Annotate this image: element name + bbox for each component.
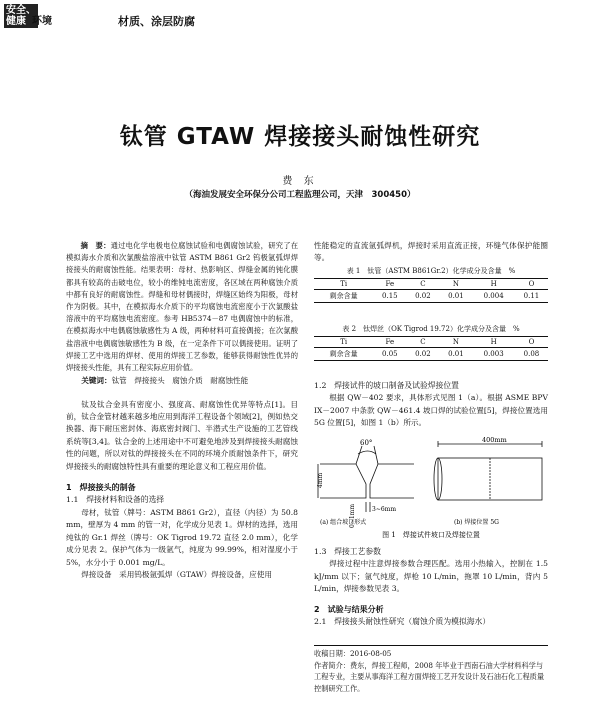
table-2-corner: Ti — [340, 338, 348, 346]
left-column — [66, 240, 298, 581]
section-2-heading: 2 试验与结果分析 — [314, 604, 384, 614]
subfigure-b-caption: (b) 焊接位置 5G — [454, 519, 499, 526]
table-1-caption: 表 1 钛管（ASTM B861Gr.2）化学成分及含量 % — [346, 267, 516, 275]
table-2-cell: 0.05 — [382, 350, 398, 358]
logo-line-1: 安全、 — [6, 5, 36, 16]
table-2-row-label: 剩余含量 — [329, 350, 358, 358]
figure-1 — [314, 436, 548, 540]
table-2-cell: 0.02 — [415, 350, 431, 358]
intro-paragraph: 钛及钛合金具有密度小、强度高、耐腐蚀性优异等特点[1]。目前，钛合金管材越来越多地应用到海洋工程设备个领域[2]，例如热交换器、海下耐压密封体、海底密封阀门、半潜式生产设施的工艺管线系统等[3,4]。钛合金的上述用途中不可避免地涉及到焊接接头耐腐蚀性的问题，所以对钛的焊接接头在不同的环境介质耐蚀条件下，研究焊接接头的耐腐蚀特性具有重要的理论意义和工程应用价值。 — [66, 399, 298, 471]
figure-1-drawing — [314, 436, 548, 540]
table-1-cell: 0.02 — [415, 292, 431, 300]
author: 费 东 — [282, 176, 318, 187]
section-2-1-heading: 2.1 焊接接头耐蚀性研究（腐蚀介质为模拟海水） — [314, 617, 491, 627]
section-1-heading: 1 焊接接头的制备 — [66, 483, 136, 493]
root-face-label: 0~1mm — [349, 503, 356, 528]
section-1-2 — [314, 380, 548, 430]
thickness-label: 4mm — [317, 472, 324, 488]
table-1-cell: 0.01 — [448, 292, 464, 300]
table-2-header: O — [528, 338, 535, 346]
length-label: 400mm — [482, 436, 507, 444]
table-1-corner: Ti — [340, 280, 348, 288]
table-1-header: Fe — [385, 280, 395, 288]
keywords-label: 关键词： — [81, 376, 112, 386]
table-2-header: H — [490, 338, 497, 346]
table-2-header: Fe — [385, 338, 395, 346]
abstract — [66, 240, 298, 374]
table-2-cell: 0.003 — [483, 350, 504, 358]
gap-label: 3~6mm — [372, 506, 397, 513]
table-1-header: N — [452, 280, 459, 288]
logo-line-2: 健康 — [6, 16, 26, 27]
keywords-text: 钛管 焊接接头 腐蚀介质 耐腐蚀性能 — [111, 376, 249, 386]
groove-diagram — [318, 446, 414, 512]
table-1-row-label: 剩余含量 — [329, 292, 358, 300]
table-1-cell: 0.004 — [483, 292, 504, 300]
table-2-cell: 0.08 — [523, 350, 540, 358]
table-1 — [314, 266, 548, 303]
table-2-caption: 表 2 钛焊丝（OK Tigrod 19.72）化学成分及含量 % — [342, 325, 520, 333]
table-1-cell: 0.11 — [523, 292, 540, 300]
pipe-5g-diagram — [434, 441, 542, 500]
abstract-text: 通过电化学电极电位腐蚀试验和电偶腐蚀试验，研究了在模拟海水介质和次氯酸盐溶液中钛管 ASTM B861 Gr2 钨极氩弧焊焊接接头的耐腐蚀性能。结果表明：母材、热影响区、焊缝金属的钝化膜都具有较高的击破电位，较小的维钝电流密度，各区域在两种腐蚀介质中都有良好的耐腐蚀性。焊缝和母材偶接时，焊缝区始终为阳极，母材作为阴极。其中，在模拟海水介质下的平均腐蚀电流密度小于次氯酸盐溶液中的平均腐蚀电流密度。参考 HB5374－87 电偶腐蚀中的标准，在模拟海水中电偶腐蚀敏感性为 A 级，两种材料可直接偶接；在次氯酸盐溶液中电偶腐蚀敏感性为 B 级，在一定条件下可以偶接使用。证明了焊接工艺中选用的焊材、使用的焊接工艺参数，能够获得耐蚀性优异的焊接接头性能，具有工程实际应用价值。 — [66, 241, 298, 373]
affiliation: （海油发展安全环保分公司工程监理公司，天津 300450） — [184, 190, 416, 200]
table-1-header: H — [490, 280, 497, 288]
table-1-header: C — [420, 280, 426, 288]
section-1-3 — [314, 546, 548, 628]
journal-logo — [4, 4, 64, 30]
footnote-rule — [314, 645, 548, 646]
figure-1-caption: 图 1 焊接试件坡口及焊接位置 — [382, 531, 480, 539]
section-1-3-text: 焊接过程中注意焊接参数合理匹配。选用小热输入，控制在 1.5 kJ/mm 以下；氩气纯度，焊枪 10 L/min，拖罩 10 L/min，背内 5 L/min，焊接参数见表 3。 — [314, 559, 548, 594]
paper-title: 钛管 GTAW 焊接接头耐蚀性研究 — [119, 124, 481, 150]
table-2-header: N — [452, 338, 459, 346]
section-1-2-text: 根据 QW－402 要求，具体形式见图 1（a）。根据 ASME BPV IX－2007 中条款 QW－461.4 坡口焊的试验位置[5]，焊接位置选用 5G 位置[5]，如图 1（b）所示。 — [314, 393, 548, 428]
received-date: 收稿日期：2016-08-05 — [314, 649, 392, 658]
table-2 — [314, 324, 548, 361]
section-1-1-heading: 1.1 焊接材料和设备的选择 — [66, 495, 165, 505]
equipment-paragraph: 焊接设备 采用钨极氩弧焊（GTAW）焊接设备，应使用 — [81, 569, 272, 579]
logo-line-3: 环境 — [32, 16, 52, 27]
table-2-cell: 0.01 — [448, 350, 464, 358]
section-1-3-heading: 1.3 焊接工艺参数 — [314, 547, 381, 556]
section-1-2-heading: 1.2 焊接试件的坡口制备及试验焊接位置 — [314, 381, 459, 390]
footnote — [314, 648, 548, 694]
right-column-top — [314, 240, 548, 265]
materials-paragraph: 母材，钛管（牌号：ASTM B861 Gr2），直径（内径）为 50.8 mm，壁厚为 4 mm 的管一对，化学成分见表 1。焊材的选择，选用纯钛的 Gr.1 焊丝（牌号：OK Tigrod 19.72 直径 2.0 mm），化学成分见表 2。保护气体为一级氩气，纯度为 99.99%，相对湿度小于 5%，水分小于 0.001 mg/L。 — [66, 507, 298, 567]
keywords — [66, 375, 298, 387]
author-bio: 作者简介：费东，焊接工程师，2008 年毕业于西南石油大学材料科学与工程专业，主要从事海洋工程方面焊接工艺开发设计及石油石化工程质量控制研究工作。 — [314, 660, 545, 693]
angle-label: 60° — [360, 439, 373, 447]
table-1-header: O — [528, 280, 535, 288]
table-2-header: C — [420, 338, 426, 346]
table-1-cell: 0.15 — [382, 292, 398, 300]
section-header: 材质、涂层防腐 — [118, 15, 195, 28]
subfigure-a-caption: (a) 组合坡口形式 — [320, 519, 367, 526]
abstract-label: 摘 要： — [80, 241, 111, 250]
equipment-continued: 性能稳定的直流氩弧焊机，焊接时采用直流正接，环缝气体保护能圈等。 — [314, 241, 548, 263]
